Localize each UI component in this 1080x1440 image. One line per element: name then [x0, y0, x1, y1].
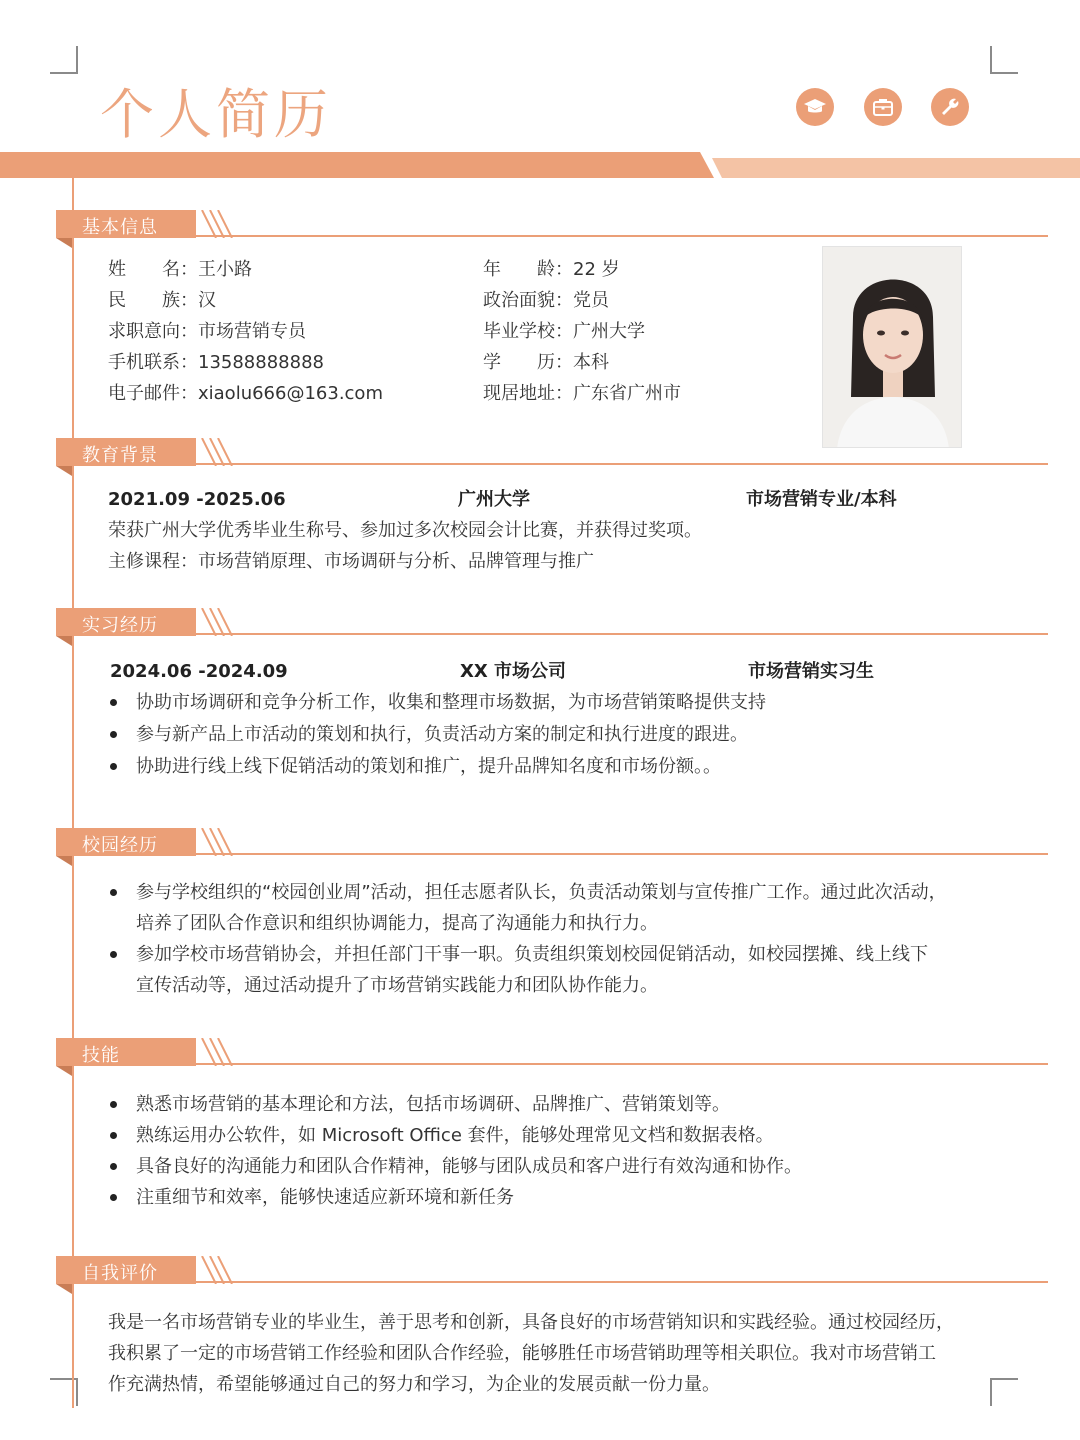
- info-age: 年 龄：22 岁: [483, 259, 620, 280]
- info-name: 姓 名：王小路: [108, 259, 252, 280]
- section-title: 自我评价: [82, 1263, 158, 1284]
- section-title: 技能: [82, 1045, 120, 1066]
- header-band: [0, 152, 714, 178]
- stripe-decoration: [196, 608, 236, 636]
- section-header-self: [56, 1256, 236, 1284]
- internship-company: XX 市场公司: [460, 661, 567, 682]
- info-phone: 手机联系：13588888888: [108, 352, 324, 373]
- section-header-education: [56, 438, 236, 466]
- education-major: 市场营销专业/本科: [746, 489, 897, 510]
- graduation-cap-icon: [796, 88, 834, 126]
- corner-mark-bottom-right: [990, 1378, 1018, 1406]
- section-title: 实习经历: [82, 615, 158, 636]
- info-email: 电子邮件：xiaolu666@163.com: [108, 383, 383, 404]
- section-header-campus: [56, 828, 236, 856]
- page-title: 个人简历: [100, 83, 332, 146]
- stripe-decoration: [196, 1256, 236, 1284]
- briefcase-icon: [864, 88, 902, 126]
- info-political: 政治面貌：党员: [483, 290, 609, 311]
- profile-photo: [822, 246, 962, 448]
- info-job-intent: 求职意向：市场营销专员: [108, 321, 306, 342]
- corner-mark-top-left: [50, 46, 78, 74]
- corner-mark-top-right: [990, 46, 1018, 74]
- section-header-basic: [56, 210, 236, 238]
- education-period: 2021.09 -2025.06: [108, 489, 286, 510]
- stripe-decoration: [196, 828, 236, 856]
- self-evaluation-line: 我积累了一定的市场营销工作经验和团队合作经验，能够胜任市场营销助理等相关职位。我对市场营销工: [108, 1343, 936, 1364]
- stripe-decoration: [196, 210, 236, 238]
- education-school: 广州大学: [458, 489, 530, 510]
- header-band-light: [712, 158, 1080, 178]
- info-degree: 学 历：本科: [483, 352, 609, 373]
- education-honors: 荣获广州大学优秀毕业生称号、参加过多次校园会计比赛，并获得过奖项。: [108, 520, 702, 541]
- internship-role: 市场营销实习生: [748, 661, 874, 682]
- section-title: 教育背景: [82, 445, 158, 466]
- section-header-internship: [56, 608, 236, 636]
- wrench-icon: [931, 88, 969, 126]
- stripe-decoration: [196, 1038, 236, 1066]
- stripe-decoration: [196, 438, 236, 466]
- self-evaluation-line: 我是一名市场营销专业的毕业生，善于思考和创新，具备良好的市场营销知识和实践经验。通过校园经历，: [108, 1312, 954, 1333]
- section-title: 基本信息: [82, 217, 158, 238]
- info-ethnicity: 民 族：汉: [108, 290, 216, 311]
- section-title: 校园经历: [82, 835, 158, 856]
- self-evaluation-line: 作充满热情，希望能够通过自己的努力和学习，为企业的发展贡献一份力量。: [108, 1374, 720, 1395]
- left-timeline-line: [72, 178, 74, 1408]
- info-school: 毕业学校：广州大学: [483, 321, 645, 342]
- info-address: 现居地址：广东省广州市: [483, 383, 681, 404]
- section-header-skills: [56, 1038, 236, 1066]
- internship-period: 2024.06 -2024.09: [110, 661, 288, 682]
- education-courses: 主修课程：市场营销原理、市场调研与分析、品牌管理与推广: [108, 551, 594, 572]
